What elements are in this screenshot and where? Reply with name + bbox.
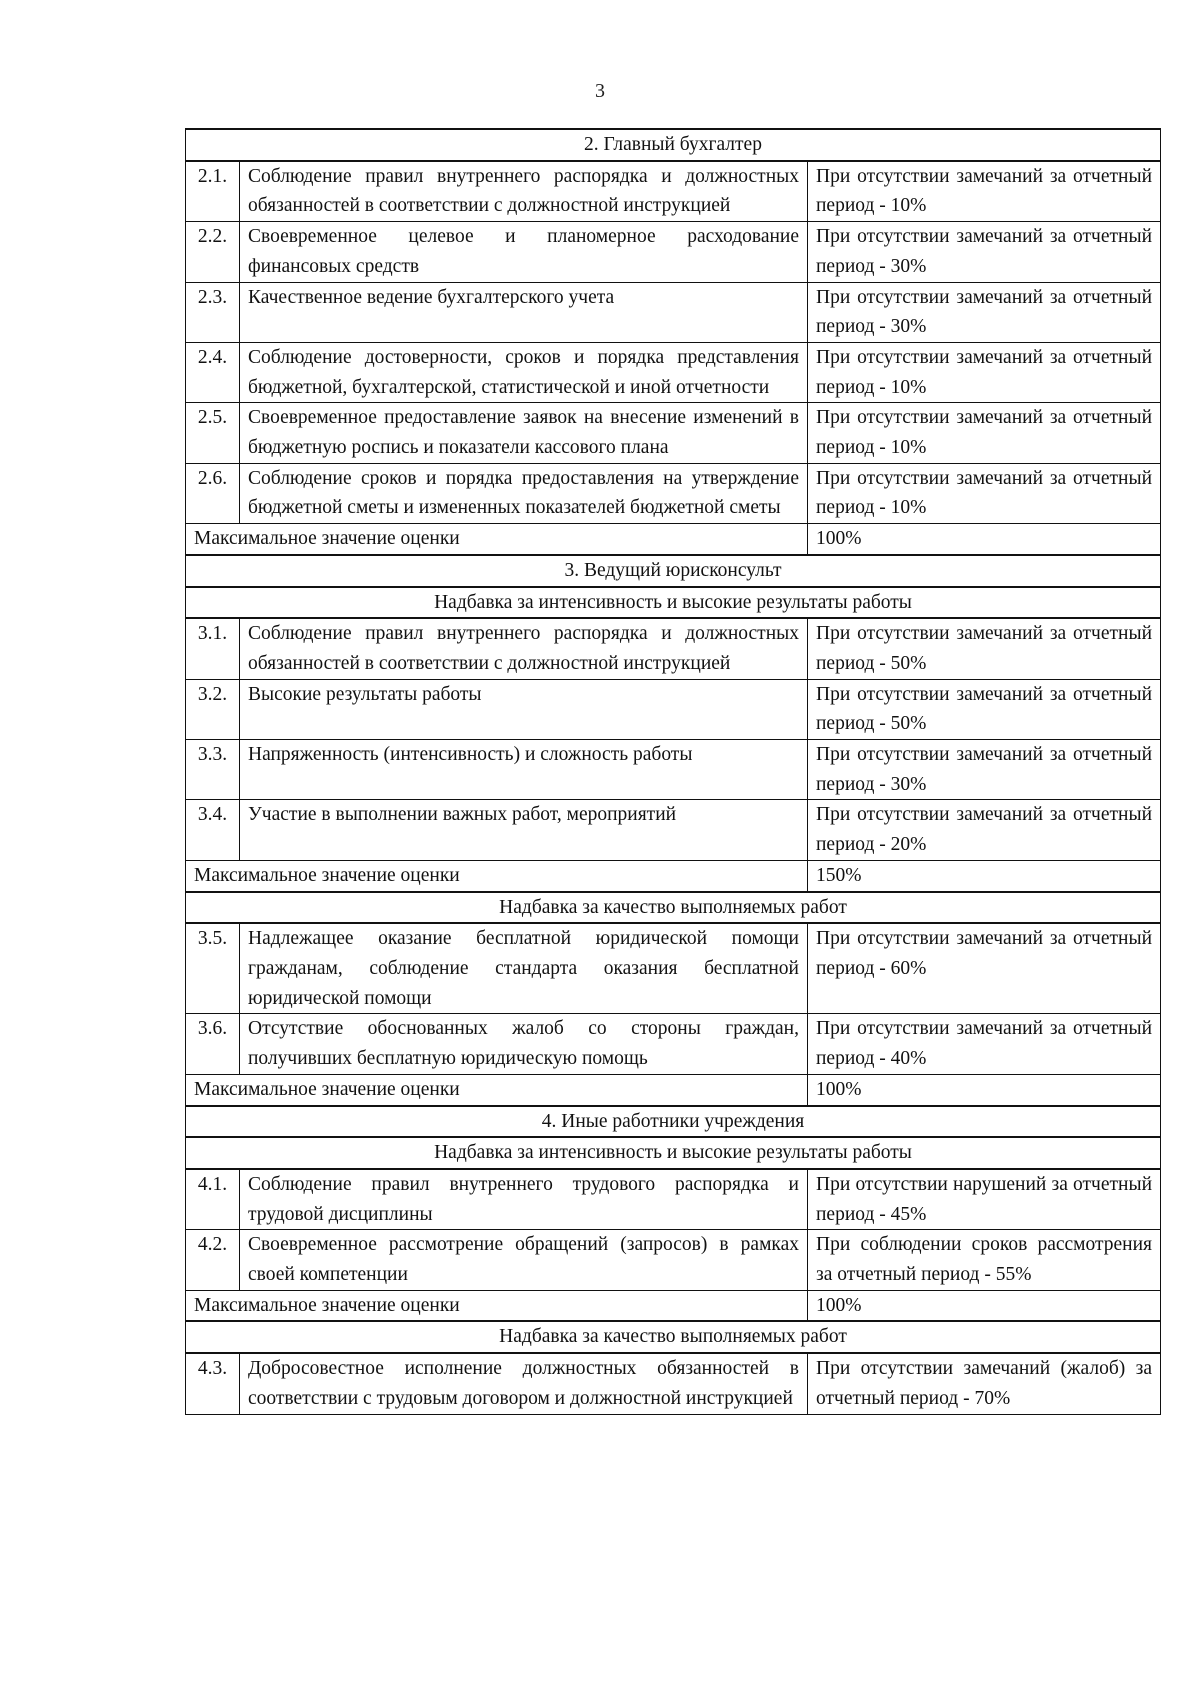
max-value-label: Максимальное значение оценки <box>186 1074 808 1105</box>
table-row <box>186 161 1161 222</box>
item-criterion: При отсутствии замечаний (жалоб) за отчетный период - 70% <box>808 1353 1161 1414</box>
subsection-title: Надбавка за качество выполняемых работ <box>186 892 1161 924</box>
section-header-row <box>186 1106 1161 1138</box>
max-value-label: Максимальное значение оценки <box>186 1290 808 1321</box>
item-number: 4.1. <box>186 1169 240 1230</box>
table-row <box>186 282 1161 342</box>
item-number: 3.1. <box>186 618 240 679</box>
max-value-row <box>186 1074 1161 1105</box>
table-row <box>186 222 1161 282</box>
item-description: Участие в выполнении важных работ, мероприятий <box>240 800 808 860</box>
max-value-label: Максимальное значение оценки <box>186 524 808 555</box>
item-criterion: При отсутствии нарушений за отчетный период - 45% <box>808 1169 1161 1230</box>
item-criterion: При отсутствии замечаний за отчетный период - 10% <box>808 463 1161 523</box>
item-number: 3.2. <box>186 679 240 739</box>
item-description: Своевременное предоставление заявок на внесение изменений в бюджетную роспись и показатели кассового плана <box>240 403 808 463</box>
item-number: 2.5. <box>186 403 240 463</box>
item-description: Соблюдение правил внутреннего трудового распорядка и трудовой дисциплины <box>240 1169 808 1230</box>
table-row <box>186 1353 1161 1414</box>
item-description: Добросовестное исполнение должностных обязанностей в соответствии с трудовым договором и должностной инструкцией <box>240 1353 808 1414</box>
item-number: 2.3. <box>186 282 240 342</box>
subsection-header-row <box>186 1321 1161 1353</box>
subsection-header-row <box>186 587 1161 619</box>
subsection-header-row <box>186 1137 1161 1169</box>
item-description: Высокие результаты работы <box>240 679 808 739</box>
subsection-title: Надбавка за качество выполняемых работ <box>186 1321 1161 1353</box>
table-row <box>186 1014 1161 1074</box>
max-value-row <box>186 860 1161 891</box>
table-row <box>186 463 1161 523</box>
item-criterion: При соблюдении сроков рассмотрения за отчетный период - 55% <box>808 1230 1161 1290</box>
item-description: Отсутствие обоснованных жалоб со стороны граждан, получивших бесплатную юридическую помощь <box>240 1014 808 1074</box>
section-title: 2. Главный бухгалтер <box>186 129 1161 161</box>
table-body <box>186 129 1161 1414</box>
item-description: Своевременное рассмотрение обращений (запросов) в рамках своей компетенции <box>240 1230 808 1290</box>
item-description: Соблюдение правил внутреннего распорядка и должностных обязанностей в соответствии с должностной инструкцией <box>240 161 808 222</box>
table-row <box>186 403 1161 463</box>
table-row <box>186 800 1161 860</box>
item-description: Своевременное целевое и планомерное расходование финансовых средств <box>240 222 808 282</box>
table-row <box>186 618 1161 679</box>
item-criterion: При отсутствии замечаний за отчетный период - 10% <box>808 403 1161 463</box>
section-title: 3. Ведущий юрисконсульт <box>186 555 1161 587</box>
subsection-title: Надбавка за интенсивность и высокие результаты работы <box>186 587 1161 619</box>
item-description: Соблюдение достоверности, сроков и порядка представления бюджетной, бухгалтерской, статистической и иной отчетности <box>240 342 808 402</box>
item-number: 2.2. <box>186 222 240 282</box>
item-criterion: При отсутствии замечаний за отчетный период - 50% <box>808 679 1161 739</box>
max-value-row <box>186 1290 1161 1321</box>
section-header-row <box>186 555 1161 587</box>
subsection-header-row <box>186 892 1161 924</box>
item-number: 2.6. <box>186 463 240 523</box>
item-number: 3.4. <box>186 800 240 860</box>
max-value-amount: 150% <box>808 860 1161 891</box>
section-header-row <box>186 129 1161 161</box>
item-criterion: При отсутствии замечаний за отчетный период - 30% <box>808 222 1161 282</box>
item-number: 3.3. <box>186 740 240 800</box>
table-row <box>186 342 1161 402</box>
item-number: 4.3. <box>186 1353 240 1414</box>
item-description: Соблюдение правил внутреннего распорядка и должностных обязанностей в соответствии с должностной инструкцией <box>240 618 808 679</box>
item-criterion: При отсутствии замечаний за отчетный период - 40% <box>808 1014 1161 1074</box>
item-criterion: При отсутствии замечаний за отчетный период - 60% <box>808 923 1161 1014</box>
table-row <box>186 1169 1161 1230</box>
table-row <box>186 740 1161 800</box>
item-number: 3.6. <box>186 1014 240 1074</box>
evaluation-criteria-table <box>185 128 1161 1415</box>
item-description: Соблюдение сроков и порядка предоставления на утверждение бюджетной сметы и измененных показателей бюджетной сметы <box>240 463 808 523</box>
max-value-row <box>186 524 1161 555</box>
max-value-amount: 100% <box>808 524 1161 555</box>
max-value-amount: 100% <box>808 1074 1161 1105</box>
item-criterion: При отсутствии замечаний за отчетный период - 50% <box>808 618 1161 679</box>
max-value-label: Максимальное значение оценки <box>186 860 808 891</box>
item-number: 4.2. <box>186 1230 240 1290</box>
item-criterion: При отсутствии замечаний за отчетный период - 20% <box>808 800 1161 860</box>
item-criterion: При отсутствии замечаний за отчетный период - 10% <box>808 342 1161 402</box>
item-criterion: При отсутствии замечаний за отчетный период - 30% <box>808 740 1161 800</box>
item-number: 2.4. <box>186 342 240 402</box>
table-row <box>186 1230 1161 1290</box>
max-value-amount: 100% <box>808 1290 1161 1321</box>
item-description: Напряженность (интенсивность) и сложность работы <box>240 740 808 800</box>
item-criterion: При отсутствии замечаний за отчетный период - 10% <box>808 161 1161 222</box>
table-row <box>186 679 1161 739</box>
table-row <box>186 923 1161 1014</box>
section-title: 4. Иные работники учреждения <box>186 1106 1161 1138</box>
item-criterion: При отсутствии замечаний за отчетный период - 30% <box>808 282 1161 342</box>
item-description: Качественное ведение бухгалтерского учета <box>240 282 808 342</box>
item-number: 2.1. <box>186 161 240 222</box>
item-number: 3.5. <box>186 923 240 1014</box>
subsection-title: Надбавка за интенсивность и высокие результаты работы <box>186 1137 1161 1169</box>
page-number: 3 <box>595 80 605 102</box>
item-description: Надлежащее оказание бесплатной юридической помощи гражданам, соблюдение стандарта оказания бесплатной юридической помощи <box>240 923 808 1014</box>
